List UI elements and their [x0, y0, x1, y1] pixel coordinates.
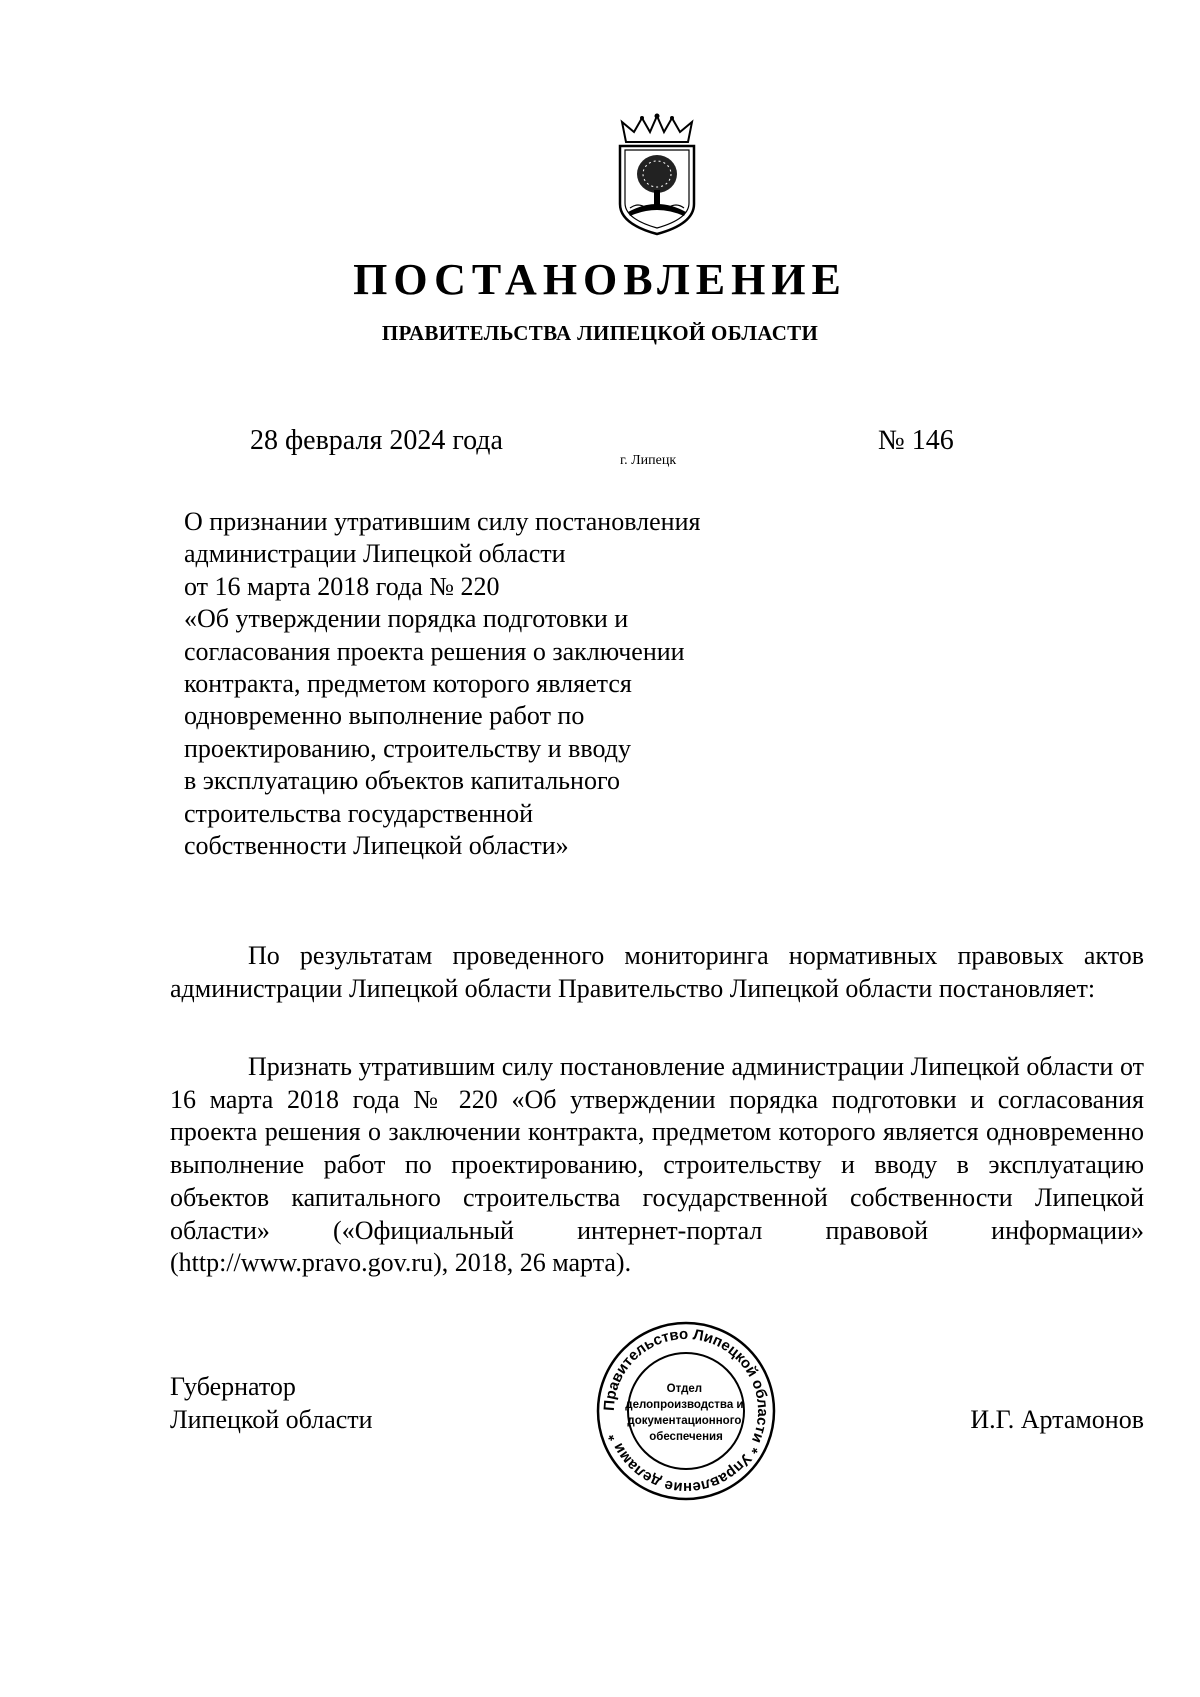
heading-line: согласования проекта решения о заключении	[184, 636, 685, 666]
document-city: г. Липецк	[620, 453, 677, 468]
heading-line: О признании утратившим силу постановления	[184, 507, 701, 536]
heading-line: контракта, предметом которого является	[184, 669, 632, 699]
official-stamp	[595, 1320, 777, 1502]
body-paragraph: По результатам проведенного мониторинга нормативных правовых актов администрации Липецкой области Правительство Липецкой области постановляет:	[170, 941, 1144, 1003]
signatory-position-line: Губернатор	[170, 1372, 296, 1401]
heading-line: «Об утверждении порядка подготовки и	[184, 604, 629, 634]
heading-line: одновременно выполнение работ по	[184, 701, 585, 731]
document-heading	[184, 506, 804, 862]
svg-text:Правительство Липецкой области: Правительство Липецкой области * Управление делами *	[600, 1325, 772, 1497]
body-paragraph-2-block	[170, 1051, 1144, 1290]
signatory-position-line: Липецкой области	[170, 1405, 373, 1434]
heading-line: проектированию, строительству и вводу	[184, 733, 631, 763]
signatory-name: И.Г. Артамонов	[970, 1405, 1144, 1434]
heading-line: в эксплуатацию объектов капитального	[184, 766, 620, 796]
heading-line: администрации Липецкой области	[184, 539, 566, 569]
body-paragraph: Признать утратившим силу постановление администрации Липецкой области от 16 марта 2018 года № 220 «Об утверждении порядка подготовки и согласования проекта решения о заключении контракта, предметом которого является одновременно выполнение работ по проектированию, строительству и вводу в эксплуатацию объектов капитального строительства государственной собственности Липецкой области» («Официальный интернет-портал правовой информации» (http://www.pravo.gov.ru), 2018, 26 марта).	[170, 1052, 1144, 1278]
document-number: № 146	[878, 425, 954, 456]
body-paragraph-1-block	[170, 940, 1144, 1015]
heading-line: от 16 марта 2018 года № 220	[184, 571, 500, 601]
heading-line: строительства государственной	[184, 798, 534, 828]
document-date: 28 февраля 2024 года	[250, 425, 503, 456]
svg-text:Отдел делопроизводства и: Отдел делопроизводства и документационного обеспечения	[625, 1383, 744, 1443]
heading-line: собственности Липецкой области»	[184, 831, 569, 861]
coat-of-arms-icon	[612, 112, 702, 238]
document-title: ПОСТАНОВЛЕНИЕ	[353, 255, 847, 304]
document-subtitle: ПРАВИТЕЛЬСТВА ЛИПЕЦКОЙ ОБЛАСТИ	[381, 321, 819, 345]
signatory-position	[170, 1370, 373, 1436]
